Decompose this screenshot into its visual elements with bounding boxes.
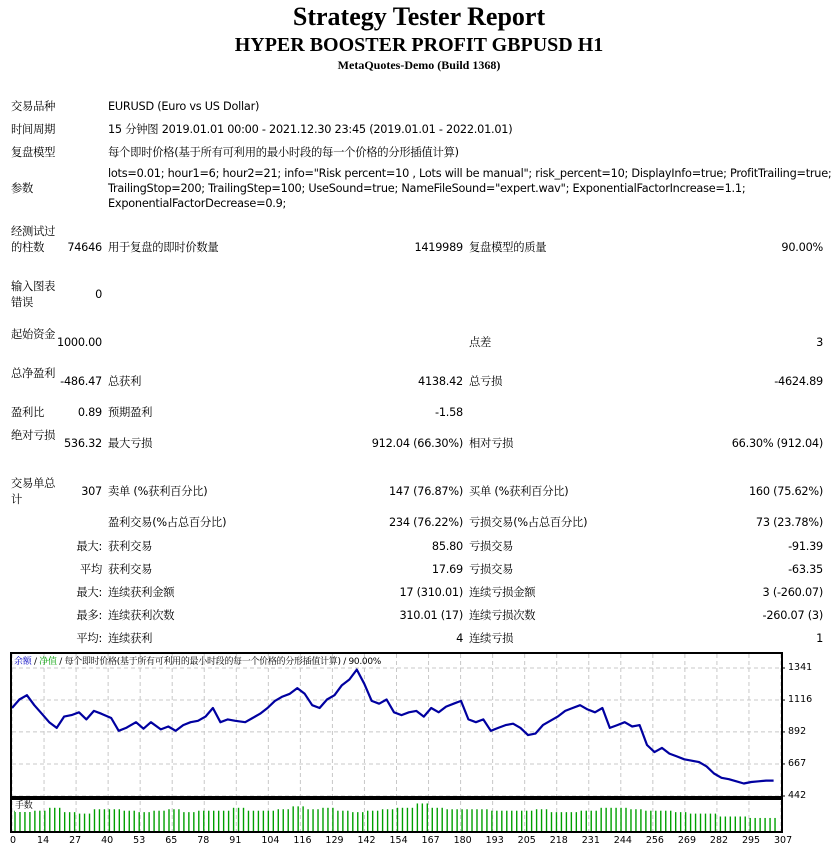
profit-factor-label: 盈利比	[11, 406, 45, 419]
largest-loss-label: 亏损交易	[469, 540, 514, 553]
spread-value: 3	[816, 336, 823, 349]
period-label: 时间周期	[11, 123, 56, 136]
long-positions-label: 买单 (%获利百分比)	[469, 485, 569, 498]
errors-label: 输入图表错误	[11, 280, 56, 309]
x-tick-label: 205	[517, 835, 536, 846]
rel-drawdown-value: 66.30% (912.04)	[731, 437, 823, 450]
avg-consecutive-prefix: 平均:	[76, 632, 102, 645]
x-tick-label: 269	[677, 835, 697, 846]
abs-drawdown-value: 536.32	[63, 437, 102, 450]
x-tick-label: 154	[389, 835, 408, 846]
x-tick-label: 218	[549, 835, 568, 846]
total-trades-label: 交易单总计	[11, 477, 56, 506]
max-drawdown-value: 912.04 (66.30%)	[371, 437, 463, 450]
y-tick-label: 442	[788, 790, 807, 801]
average-profit-value: 17.69	[431, 563, 463, 576]
long-positions-value: 160 (75.62%)	[748, 485, 823, 498]
x-tick-label: 295	[741, 835, 761, 846]
most-consecutive-prefix: 最多:	[76, 609, 102, 622]
params-line-3: ExponentialFactorDecrease=0.9;	[108, 197, 287, 210]
max-consecutive-wins-label: 连续获利金额	[108, 586, 175, 599]
x-tick-label: 231	[581, 835, 600, 846]
x-tick-label: 142	[357, 835, 376, 846]
x-tick-label: 256	[645, 835, 664, 846]
expected-payoff-value: -1.58	[435, 406, 463, 419]
ticks-value: 1419989	[414, 241, 463, 254]
x-tick-label: 27	[69, 835, 82, 846]
x-tick-label: 244	[613, 835, 632, 846]
largest-loss-value: -91.39	[788, 540, 823, 553]
max-consecutive-prefix: 最大:	[76, 586, 102, 599]
errors-value: 0	[95, 288, 102, 301]
x-tick-label: 129	[325, 835, 344, 846]
loss-trades-value: 73 (23.78%)	[755, 516, 823, 529]
bars-label: 经测试过的柱数	[11, 225, 56, 254]
abs-drawdown-label: 绝对亏损	[11, 429, 56, 442]
average-loss-label: 亏损交易	[469, 563, 514, 576]
symbol-label: 交易品种	[11, 100, 56, 113]
expected-payoff-label: 预期盈利	[108, 406, 153, 419]
y-tick-label: 1116	[788, 694, 813, 706]
legend-separator: /	[31, 657, 40, 667]
y-tick-label: 892	[788, 725, 807, 737]
gross-loss-value: -4624.89	[774, 375, 823, 388]
gross-loss-label: 总亏损	[469, 375, 503, 388]
quality-value: 90.00%	[781, 241, 823, 254]
legend-model-text: / 每个即时价格(基于所有可利用的最小时段的每一个价格的分形插值计算) / 90.00%	[56, 657, 382, 667]
model-label: 复盘模型	[11, 146, 56, 159]
largest-profit-value: 85.80	[431, 540, 463, 553]
bars-value: 74646	[67, 241, 102, 254]
report-subtitle: HYPER BOOSTER PROFIT GBPUSD H1	[234, 34, 604, 56]
quality-label: 复盘模型的质量	[469, 241, 547, 254]
largest-prefix: 最大:	[76, 540, 102, 553]
max-drawdown-label: 最大亏损	[108, 437, 153, 450]
most-consecutive-wins-label: 连续获利次数	[108, 609, 175, 622]
net-profit-value: -486.47	[60, 375, 102, 388]
volume-label: 手数	[15, 801, 33, 811]
average-prefix: 平均	[79, 563, 102, 576]
loss-trades-label: 亏损交易(%占总百分比)	[469, 516, 588, 529]
average-loss-value: -63.35	[788, 563, 823, 576]
x-tick-label: 78	[197, 835, 210, 846]
x-tick-label: 180	[453, 835, 472, 846]
params-line-1: lots=0.01; hour1=6; hour2=21; info="Risk percent=10 , Lots will be manual"; risk_percent=10; DisplayInfo=true; ProfitTrailing=true;	[108, 167, 832, 180]
x-tick-label: 116	[293, 835, 312, 846]
short-positions-value: 147 (76.87%)	[388, 485, 463, 498]
profit-trades-label: 盈利交易(%占总百分比)	[108, 516, 227, 529]
model-value: 每个即时价格(基于所有可利用的最小时段的每一个价格的分形插值计算)	[108, 146, 459, 159]
deposit-label: 起始资金	[11, 328, 56, 341]
gross-profit-value: 4138.42	[418, 375, 463, 388]
x-tick-label: 104	[261, 835, 280, 846]
x-tick-label: 40	[101, 835, 114, 846]
symbol-value: EURUSD (Euro vs US Dollar)	[108, 100, 260, 113]
report-title: Strategy Tester Report	[292, 2, 546, 31]
most-consecutive-wins-value: 310.01 (17)	[399, 609, 463, 622]
short-positions-label: 卖单 (%获利百分比)	[108, 485, 208, 498]
deposit-value: 1000.00	[57, 336, 102, 349]
params-line-2: TrailingStop=200; TrailingStep=100; UseSound=true; NameFileSound="expert.wav"; ExponentialFactorIncrease=1.1;	[108, 182, 746, 195]
avg-consecutive-losses-label: 连续亏损	[469, 632, 514, 645]
most-consecutive-losses-label: 连续亏损次数	[469, 609, 536, 622]
total-trades-value: 307	[81, 485, 102, 498]
gross-profit-label: 总获利	[108, 375, 142, 388]
x-tick-label: 282	[709, 835, 729, 846]
profit-trades-value: 234 (76.22%)	[388, 516, 463, 529]
max-consecutive-wins-value: 17 (310.01)	[399, 586, 463, 599]
chart-legend	[14, 656, 381, 668]
x-tick-label: 14	[37, 835, 50, 846]
rel-drawdown-label: 相对亏损	[469, 437, 514, 450]
x-tick-label: 167	[421, 835, 440, 846]
avg-consecutive-wins-label: 连续获利	[108, 632, 153, 645]
x-tick-label: 0	[10, 835, 17, 846]
max-consecutive-losses-label: 连续亏损金额	[469, 586, 536, 599]
x-tick-label: 91	[229, 835, 242, 846]
spread-label: 点差	[469, 336, 492, 349]
avg-consecutive-wins-value: 4	[456, 632, 463, 645]
y-tick-label: 667	[788, 757, 807, 769]
period-value: 15 分钟图 2019.01.01 00:00 - 2021.12.30 23:45 (2019.01.01 - 2022.01.01)	[108, 123, 513, 136]
x-tick-label: 53	[133, 835, 146, 846]
legend-equity: 净值	[39, 657, 57, 667]
most-consecutive-losses-value: -260.07 (3)	[762, 609, 823, 622]
ticks-label: 用于复盘的即时价数量	[108, 241, 219, 254]
max-consecutive-losses-value: 3 (-260.07)	[762, 586, 823, 599]
server-build: MetaQuotes-Demo (Build 1368)	[337, 58, 501, 72]
legend-balance: 余额	[14, 657, 32, 667]
x-tick-label: 193	[485, 835, 504, 846]
profit-factor-value: 0.89	[77, 406, 102, 419]
x-tick-label: 307	[774, 835, 793, 846]
avg-consecutive-losses-value: 1	[816, 632, 823, 645]
y-tick-label: 1341	[788, 662, 813, 673]
largest-profit-label: 获利交易	[108, 540, 153, 553]
net-profit-label: 总净盈利	[11, 367, 56, 380]
x-tick-label: 65	[165, 835, 178, 846]
params-label: 参数	[11, 182, 34, 195]
average-profit-label: 获利交易	[108, 563, 153, 576]
